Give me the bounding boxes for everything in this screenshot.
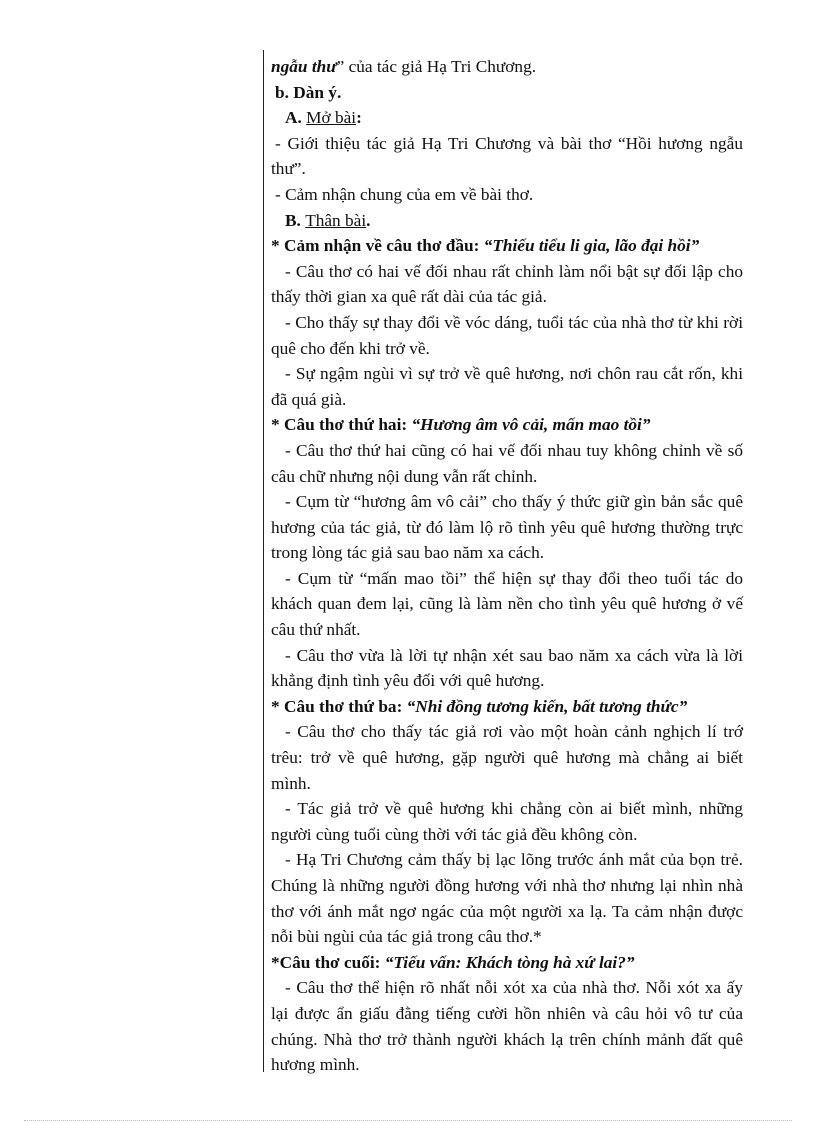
- section-paragraph: - Cụm từ “mấn mao tồi” thể hiện sự thay đổi theo tuổi tác do khách quan đem lại, cũng là làm nền cho tình yêu quê hương ở vế câu thứ nhất.: [271, 568, 743, 640]
- section-paragraph: - Câu thơ thể hiện rõ nhất nỗi xót xa của nhà thơ. Nỗi xót xa ấy lại được ẩn giấu đằng tiếng cười hồn nhiên và câu hỏi vô tư của chúng. Nhà thơ trở thành người khách lạ trên chính mảnh đất quê hương mình.: [271, 978, 743, 1075]
- section-heading-quote: “Tiếu vấn: Khách tòng hà xứ lai?”: [384, 952, 635, 972]
- section-heading-prefix: *Câu thơ cuối:: [271, 952, 385, 972]
- top-line-rest: ” của tác giả Hạ Tri Chương.: [336, 57, 537, 76]
- mo-bai-marker: A.: [285, 108, 302, 128]
- top-line: [271, 54, 743, 80]
- section-paragraph: - Hạ Tri Chương cảm thấy bị lạc lõng trước ánh mắt của bọn trẻ. Chúng là những người đồng hương với nhà thơ nhưng lại nhìn nhà thơ với ánh mắt ngơ ngác của một người xa lạ. Ta cảm nhận được nỗi bùi ngùi của tác giả trong câu thơ.*: [271, 850, 743, 947]
- document-body: [271, 54, 743, 1078]
- mo-bai-title: Mở bài: [306, 108, 357, 128]
- page-bottom-border: [24, 1120, 792, 1121]
- section-heading-prefix: * Cảm nhận về câu thơ đầu:: [271, 236, 484, 256]
- mo-bai-item: - Cảm nhận chung của em về bài thơ.: [275, 184, 534, 204]
- section-heading: [271, 950, 743, 976]
- than-bai-heading: [271, 208, 743, 234]
- section-paragraph: - Tác giả trở về quê hương khi chẳng còn ai biết mình, những người cùng tuổi cùng thời với tác giả đều không còn.: [271, 799, 743, 844]
- section-heading-prefix: * Câu thơ thứ ba:: [271, 696, 407, 716]
- section-paragraph: - Câu thơ vừa là lời tự nhận xét sau bao năm xa cách vừa là lời khẳng định tình yêu đối với quê hương.: [271, 645, 743, 691]
- mo-bai-heading: [271, 105, 743, 131]
- section-heading: [271, 233, 743, 259]
- than-bai-title: Thân bài: [305, 210, 367, 230]
- section-heading-prefix: * Câu thơ thứ hai:: [271, 415, 412, 435]
- top-line-italic: ngẫu thư: [271, 57, 337, 76]
- section-paragraph: - Câu thơ cho thấy tác giả rơi vào một hoàn cảnh nghịch lí trớ trêu: trở về quê hương, gặp người quê hương mà chẳng ai biết mình.: [271, 722, 743, 793]
- section-heading-quote: “Thiếu tiểu li gia, lão đại hồi”: [483, 236, 700, 256]
- section-paragraph: - Câu thơ có hai vế đối nhau rất chỉnh làm nổi bật sự đối lập cho thấy thời gian xa quê rất dài của tác giả.: [271, 261, 743, 307]
- section-heading: [271, 694, 743, 720]
- than-bai-marker: B.: [285, 210, 301, 230]
- section-paragraph: - Cụm từ “hương âm vô cải” cho thấy ý thức giữ gìn bản sắc quê hương của tác giả, từ đó làm lộ rõ tình yêu quê hương thường trực trong lòng tác giả sau bao năm xa cách.: [271, 492, 743, 563]
- mo-bai-item: - Giới thiệu tác giả Hạ Tri Chương và bài thơ “Hồi hương ngẫu thư”.: [271, 133, 743, 179]
- section-heading-quote: “Hương âm vô cải, mấn mao tồi”: [411, 415, 651, 435]
- section-paragraph: - Câu thơ thứ hai cũng có hai vế đối nhau tuy không chỉnh về số câu chữ nhưng nội dung vẫn rất chỉnh.: [271, 440, 743, 486]
- outline-heading: b. Dàn ý.: [275, 82, 342, 102]
- left-margin-rule: [263, 50, 264, 1072]
- section-heading: [271, 412, 743, 438]
- than-bai-dot: .: [366, 210, 371, 230]
- section-paragraph: - Sự ngậm ngùi vì sự trở về quê hương, nơi chôn rau cắt rốn, khi đã quá già.: [271, 364, 743, 409]
- mo-bai-colon: :: [356, 108, 362, 128]
- section-paragraph: - Cho thấy sự thay đổi về vóc dáng, tuổi tác của nhà thơ từ khi rời quê cho đến khi trở về.: [271, 312, 743, 358]
- section-heading-quote: “Nhi đồng tương kiến, bất tương thức”: [406, 696, 688, 716]
